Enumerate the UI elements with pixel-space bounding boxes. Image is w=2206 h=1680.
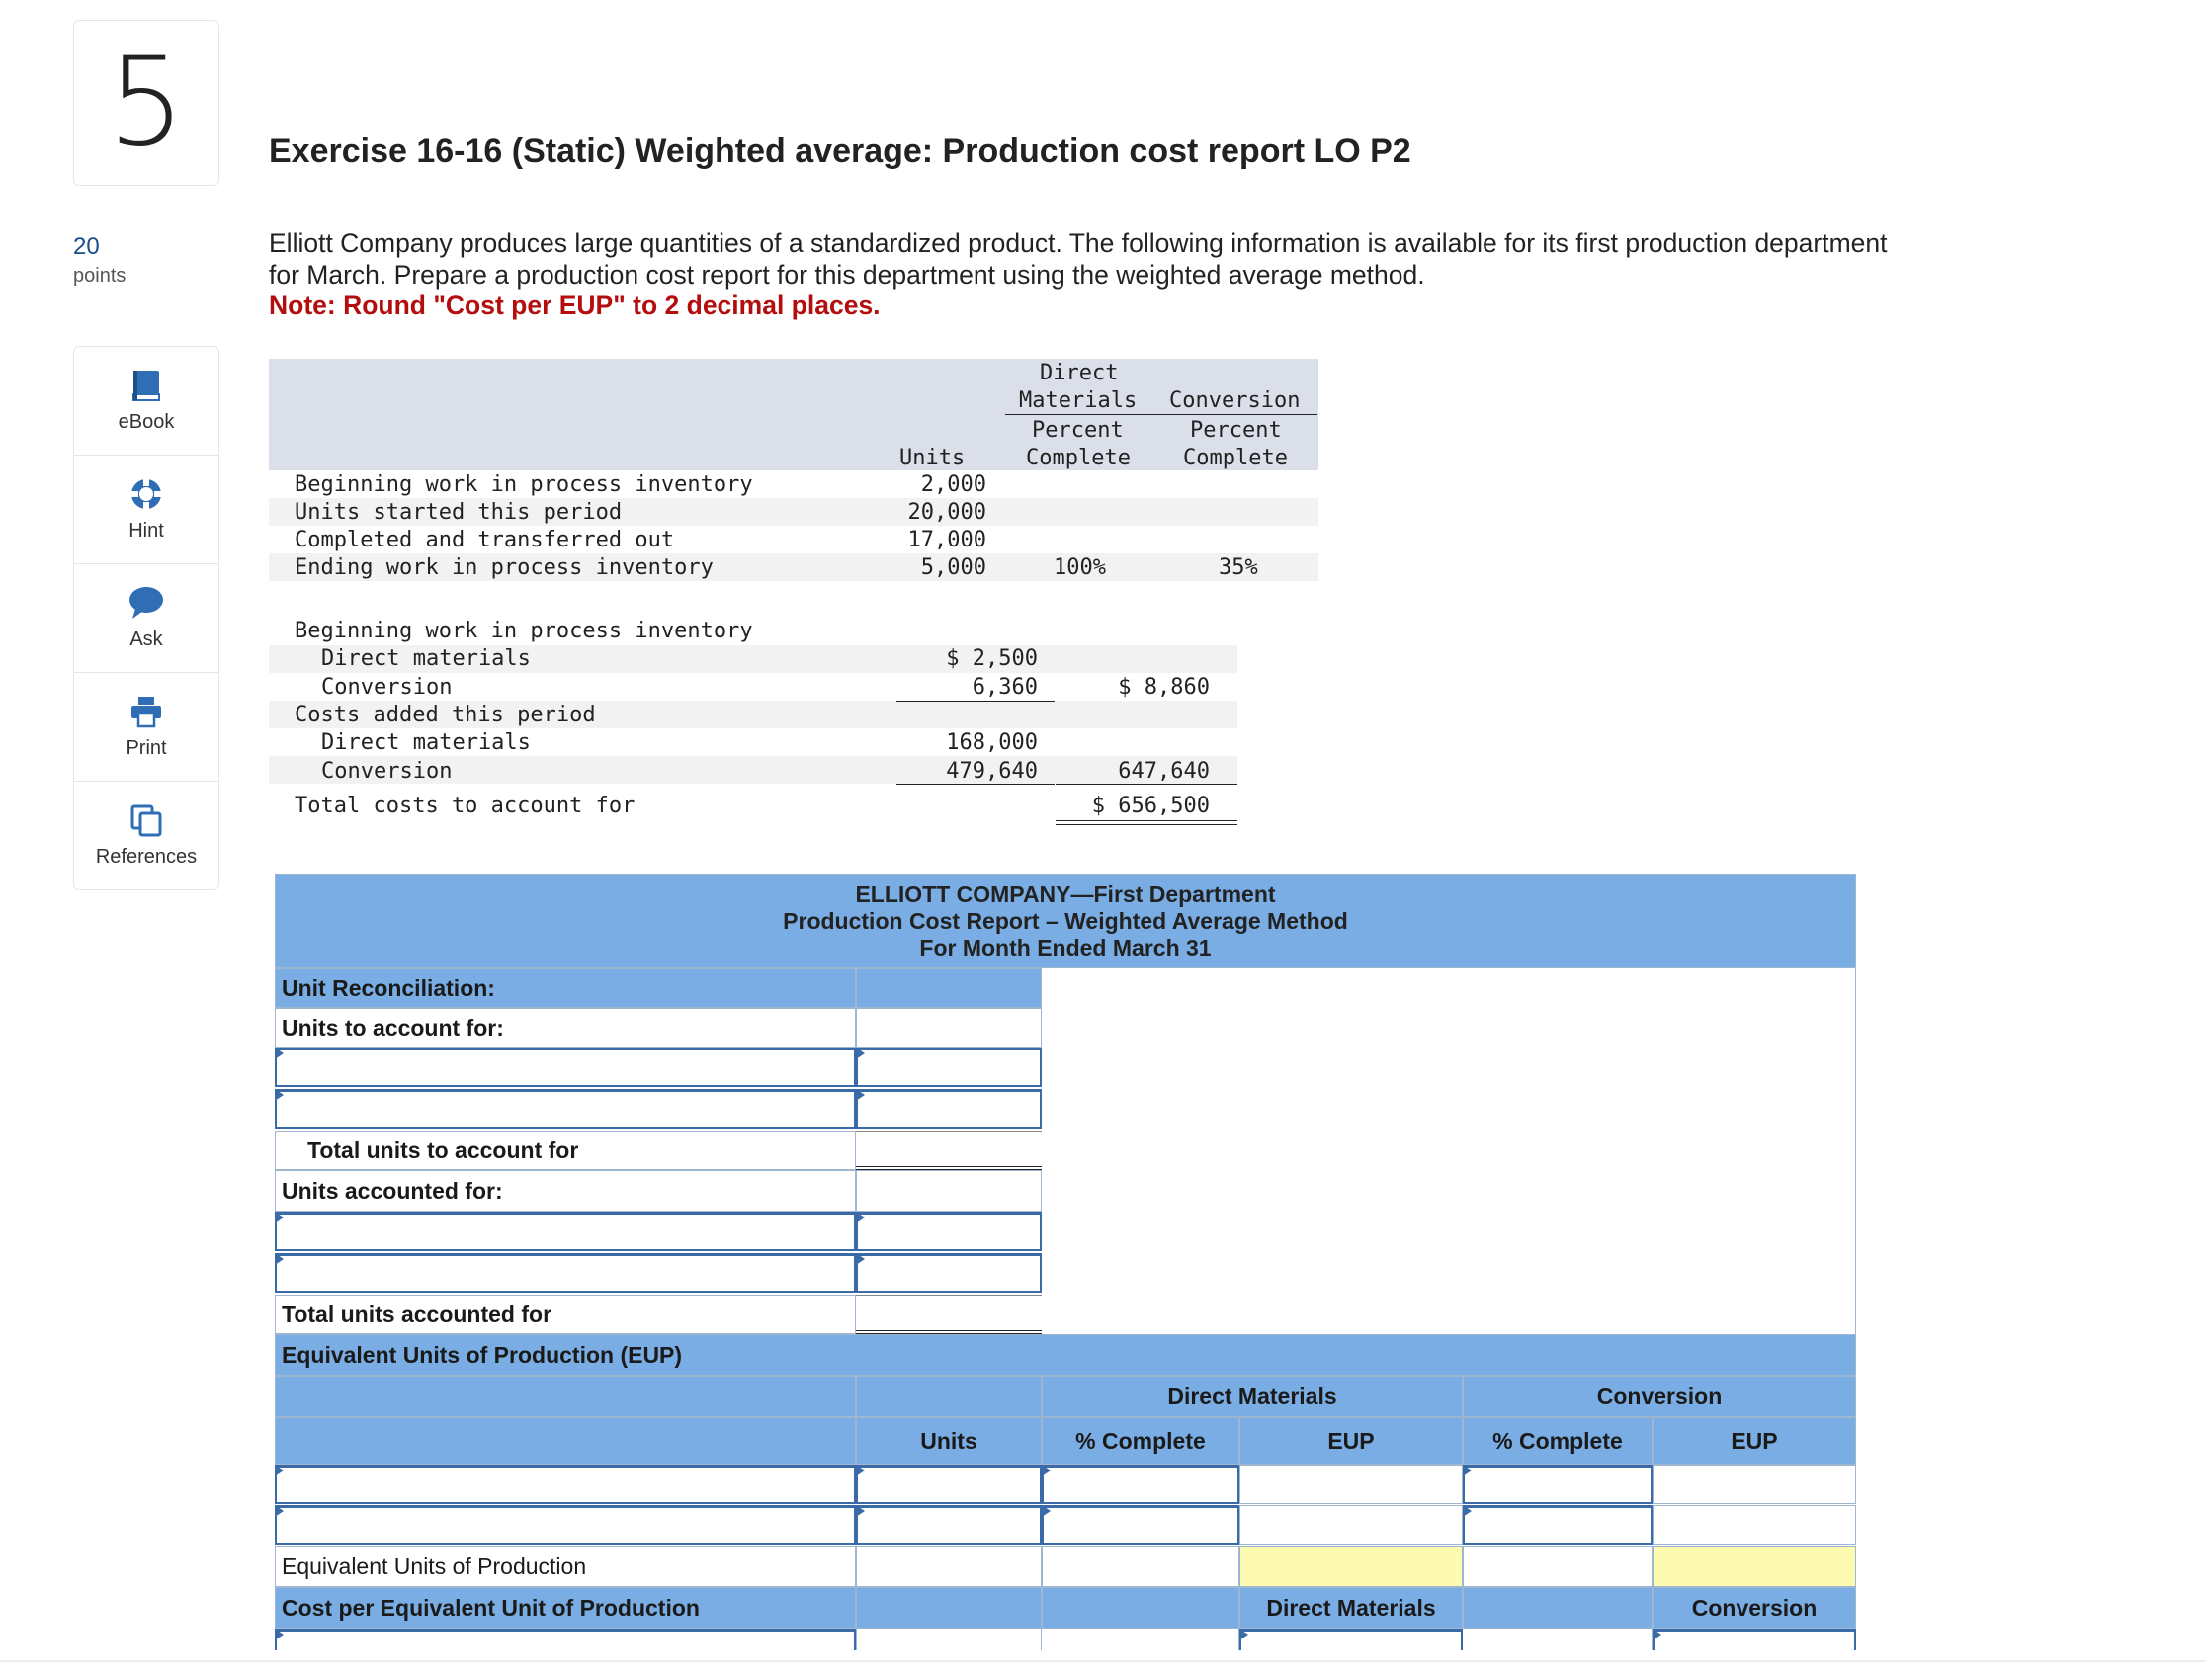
- book-icon: [128, 368, 164, 403]
- header-rule: [1005, 414, 1317, 415]
- eup-dm-eup-output: [1239, 1465, 1463, 1504]
- cost-row-label: Beginning work in process inventory: [295, 619, 753, 643]
- exercise-description: Elliott Company produces large quantities of a standardized product. The following information is available for its first production department for March. Prepare a production cost report for this department using the weighted average method.: [269, 228, 1888, 290]
- eup-units-header: Units: [856, 1417, 1042, 1465]
- units-accounted-label-input[interactable]: [275, 1253, 856, 1293]
- eup-dm-pct-header: % Complete: [1042, 1417, 1239, 1465]
- units-accounted-value-input[interactable]: [856, 1253, 1042, 1293]
- total-rule: [1056, 824, 1237, 825]
- eup-units-input[interactable]: [856, 1505, 1042, 1545]
- cost-per-eup-blank: [856, 1587, 1042, 1629]
- units-to-account-value-input[interactable]: [856, 1048, 1042, 1087]
- ebook-label: eBook: [118, 411, 175, 433]
- exercise-note: Note: Round "Cost per EUP" to 2 decimal places.: [269, 291, 881, 320]
- subtotal-rule: [896, 701, 1055, 702]
- equivalent-units-blank: [1042, 1546, 1239, 1587]
- cost-row-label: Costs added this period: [295, 703, 596, 727]
- cost-row-total: $ 656,500: [1091, 794, 1210, 818]
- cost-row-cell: [856, 1629, 1042, 1650]
- eup-subheader-blank: [275, 1417, 856, 1465]
- references-label: References: [95, 846, 198, 868]
- cost-row-amount: 168,000: [946, 730, 1038, 755]
- equivalent-units-label: Equivalent Units of Production: [275, 1546, 856, 1587]
- unit-row-units: 17,000: [907, 528, 986, 552]
- dm-eup-total: [1239, 1546, 1463, 1587]
- total-units-to-account-for-value: [856, 1131, 1042, 1170]
- cost-per-eup-conv-header: Conversion: [1653, 1587, 1856, 1629]
- cost-row-total: 647,640: [1118, 759, 1210, 784]
- eup-conv-eup-output: [1653, 1465, 1856, 1504]
- unit-row-dm-pct: 100%: [1054, 555, 1106, 580]
- unit-row-units: 2,000: [920, 472, 986, 497]
- units-accounted-for-value: [856, 1170, 1042, 1212]
- copy-pages-icon: [128, 802, 164, 838]
- subtotal-rule: [896, 784, 1055, 785]
- eup-header-blank: [275, 1376, 856, 1417]
- ask-label: Ask: [129, 629, 163, 650]
- cost-row-label: Conversion: [321, 675, 453, 700]
- unit-row-label: Beginning work in process inventory: [295, 472, 753, 497]
- cost-per-eup-blank: [1042, 1587, 1239, 1629]
- units-to-account-label-input[interactable]: [275, 1048, 856, 1087]
- unit-row-label: Ending work in process inventory: [295, 555, 714, 580]
- conv-header-2: Percent: [1190, 418, 1282, 443]
- eup-conv-eup-header: EUP: [1653, 1417, 1856, 1465]
- dm-header-4: Complete: [1026, 446, 1131, 470]
- eup-dm-header: Direct Materials: [1042, 1376, 1463, 1417]
- eup-label-input[interactable]: [275, 1505, 856, 1545]
- print-label: Print: [126, 737, 167, 759]
- report-period: For Month Ended March 31: [919, 934, 1212, 961]
- total-rule: [1056, 820, 1237, 821]
- unit-row-label: Units started this period: [295, 500, 623, 525]
- lifebuoy-icon: [128, 476, 164, 512]
- cost-label-input[interactable]: [275, 1629, 856, 1650]
- report-company: ELLIOTT COMPANY—First Department: [855, 881, 1276, 907]
- printer-icon: [128, 694, 164, 729]
- eup-conv-pct-header: % Complete: [1463, 1417, 1653, 1465]
- cost-row-label: Direct materials: [321, 730, 531, 755]
- eup-conv-eup-output: [1653, 1505, 1856, 1545]
- units-header: Units: [899, 446, 966, 470]
- cost-row-total: $ 8,860: [1118, 675, 1210, 700]
- equivalent-units-blank: [856, 1546, 1042, 1587]
- units-to-account-for-label: Units to account for:: [275, 1008, 856, 1048]
- report-header: [275, 874, 1856, 968]
- unit-reconciliation-value: [856, 968, 1042, 1008]
- units-accounted-label-input[interactable]: [275, 1212, 856, 1251]
- bottom-divider: [0, 1660, 2206, 1662]
- points-label: points: [73, 265, 127, 287]
- cost-row-amount: $ 2,500: [946, 646, 1038, 671]
- conv-header-1: Conversion: [1169, 388, 1301, 413]
- speech-bubble-icon: [127, 585, 165, 621]
- total-units-to-account-for-label: Total units to account for: [275, 1131, 856, 1170]
- dm-header-2: Materials: [1019, 388, 1138, 413]
- cost-row-label: Direct materials: [321, 646, 531, 671]
- references-button[interactable]: [74, 782, 218, 889]
- eup-conv-header: Conversion: [1463, 1376, 1856, 1417]
- eup-units-input[interactable]: [856, 1465, 1042, 1504]
- ask-button[interactable]: [74, 564, 218, 673]
- unit-reconciliation-label: Unit Reconciliation:: [275, 968, 856, 1008]
- eup-dm-pct-input[interactable]: [1042, 1465, 1239, 1504]
- eup-dm-eup-header: EUP: [1239, 1417, 1463, 1465]
- cost-per-eup-blank: [1463, 1587, 1653, 1629]
- cost-per-eup-label: Cost per Equivalent Unit of Production: [275, 1587, 856, 1629]
- cost-conv-input[interactable]: [1653, 1629, 1856, 1650]
- cost-per-eup-dm-header: Direct Materials: [1239, 1587, 1463, 1629]
- unit-row-units: 5,000: [920, 555, 986, 580]
- eup-conv-pct-input[interactable]: [1463, 1465, 1653, 1504]
- conv-eup-total: [1653, 1546, 1856, 1587]
- cost-row-amount: 479,640: [946, 759, 1038, 784]
- units-to-account-value-input[interactable]: [856, 1089, 1042, 1129]
- total-units-accounted-for-value: [856, 1295, 1042, 1334]
- total-units-accounted-for-label: Total units accounted for: [275, 1295, 856, 1334]
- cost-row-label: Conversion: [321, 759, 453, 784]
- unit-row-conv-pct: 35%: [1219, 555, 1258, 580]
- tool-panel: [73, 346, 219, 890]
- eup-conv-pct-input[interactable]: [1463, 1505, 1653, 1545]
- subtotal-rule: [1056, 784, 1237, 785]
- cost-row-label: Total costs to account for: [295, 794, 636, 818]
- eup-section-label: Equivalent Units of Production (EUP): [275, 1334, 1856, 1376]
- unit-row-units: 20,000: [907, 500, 986, 525]
- eup-header-blank: [856, 1376, 1042, 1417]
- ebook-button[interactable]: [74, 347, 218, 456]
- eup-label-input[interactable]: [275, 1465, 856, 1504]
- points-value: 20: [73, 233, 100, 260]
- conv-header-3: Complete: [1183, 446, 1288, 470]
- question-number: 5: [73, 20, 219, 186]
- eup-dm-pct-input[interactable]: [1042, 1505, 1239, 1545]
- hint-button[interactable]: [74, 456, 218, 564]
- dm-header-1: Direct: [1040, 361, 1119, 385]
- print-button[interactable]: [74, 673, 218, 782]
- blank-area: [1042, 968, 1856, 1334]
- dm-header-3: Percent: [1032, 418, 1124, 443]
- units-accounted-for-label: Units accounted for:: [275, 1170, 856, 1212]
- unit-row-label: Completed and transferred out: [295, 528, 675, 552]
- report-title: Production Cost Report – Weighted Average Method: [783, 907, 1348, 934]
- units-accounted-value-input[interactable]: [856, 1212, 1042, 1251]
- cost-dm-input[interactable]: [1239, 1629, 1463, 1650]
- cost-row-cell: [1042, 1629, 1239, 1650]
- exercise-title: Exercise 16-16 (Static) Weighted average: Production cost report LO P2: [269, 132, 1411, 170]
- units-to-account-for-value: [856, 1008, 1042, 1048]
- eup-dm-eup-output: [1239, 1505, 1463, 1545]
- cost-row-amount: 6,360: [972, 675, 1038, 700]
- cost-row-cell: [1463, 1629, 1653, 1650]
- hint-label: Hint: [128, 520, 164, 542]
- equivalent-units-blank: [1463, 1546, 1653, 1587]
- units-to-account-label-input[interactable]: [275, 1089, 856, 1129]
